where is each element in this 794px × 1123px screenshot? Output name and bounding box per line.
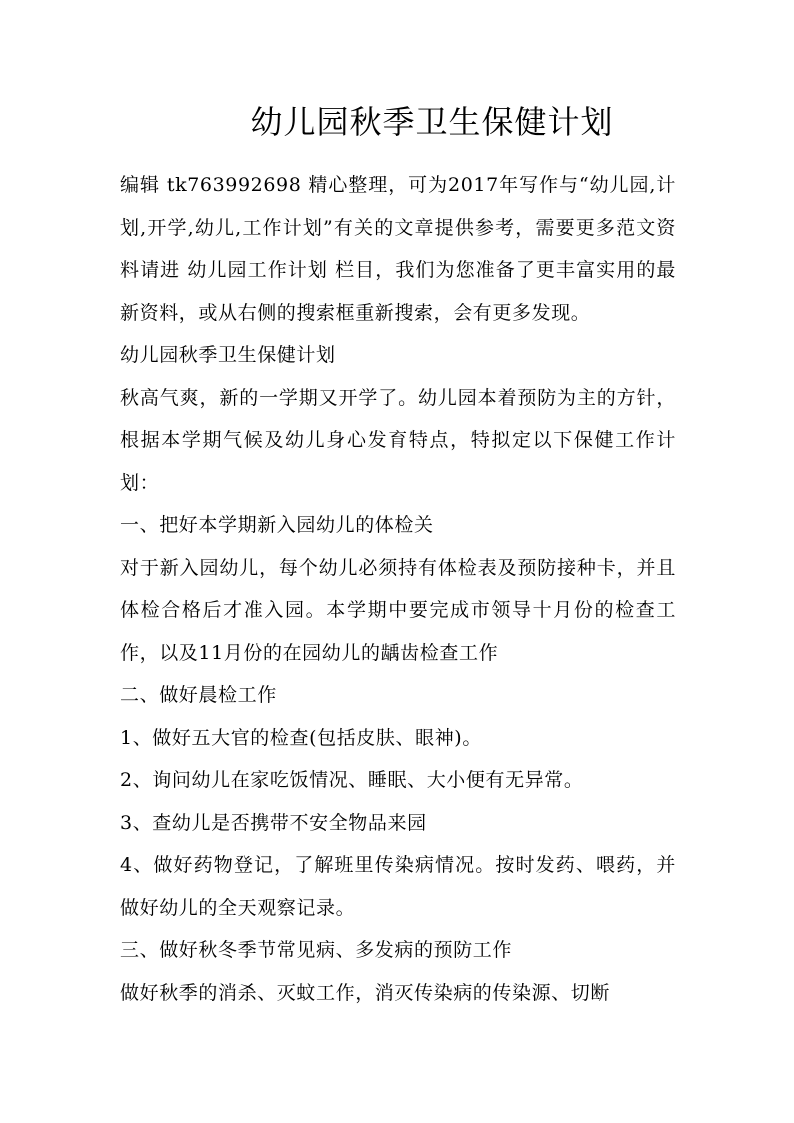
document-body bbox=[120, 164, 676, 1014]
section-heading-1: 一、把好本学期新入园幼儿的体检关 bbox=[120, 514, 434, 536]
document-title: 幼儿园秋季卫生保健计划 bbox=[250, 103, 614, 141]
section-1-paragraph: 对于新入园幼儿，每个幼儿必须持有体检表及预防接种卡，并且体检合格后才准入园。本学期中要完成市领导十月份的检查工作，以及11月份的在园幼儿的龋齿检查工作 bbox=[120, 556, 676, 664]
list-item-4: 4、做好药物登记，了解班里传染病情况。按时发药、喂药，并做好幼儿的全天观察记录。 bbox=[120, 854, 676, 919]
intro-paragraph: 编辑 tk763992698 精心整理，可为2017年写作与“幼儿园,计划,开学,幼儿,工作计划”有关的文章提供参考，需要更多范文资料请进 幼儿园工作计划 栏目，我们为您准备了更丰富实用的最新资料，或从右侧的搜索框重新搜索，会有更多发现。 bbox=[120, 174, 676, 324]
section-heading-2: 二、做好晨检工作 bbox=[120, 684, 277, 706]
opening-paragraph: 秋高气爽，新的一学期又开学了。幼儿园本着预防为主的方针，根据本学期气候及幼儿身心发育特点，特拟定以下保健工作计划： bbox=[120, 386, 676, 494]
list-item-2: 2、询问幼儿在家吃饭情况、睡眠、大小便有无异常。 bbox=[120, 769, 584, 791]
list-item-1: 1、做好五大官的检查(包括皮肤、眼神)。 bbox=[120, 726, 482, 749]
list-item-3: 3、查幼儿是否携带不安全物品来园 bbox=[120, 811, 427, 834]
section-heading-3: 三、做好秋冬季节常见病、多发病的预防工作 bbox=[120, 939, 513, 961]
section-3-paragraph: 做好秋季的消杀、灭蚊工作，消灭传染病的传染源、切断 bbox=[120, 981, 611, 1004]
subtitle-paragraph: 幼儿园秋季卫生保健计划 bbox=[120, 344, 336, 366]
